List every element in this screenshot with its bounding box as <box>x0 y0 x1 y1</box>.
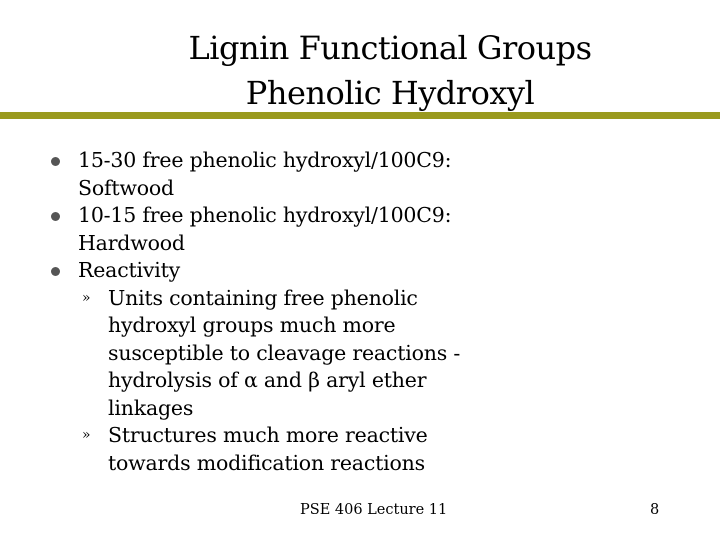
slide-subtitle: Phenolic Hydroxyl <box>245 74 535 112</box>
bullet-dot-icon <box>51 267 60 276</box>
bullet-item-hardwood <box>48 202 518 257</box>
bullet-dot-icon <box>51 157 60 166</box>
sub-bullet-item-cleavage <box>48 285 518 423</box>
slide-title: Lignin Functional Groups <box>188 29 592 67</box>
sub-bullet-text: hydrolysis of α and β aryl ether <box>108 368 427 392</box>
sub-bullet-text: towards modification reactions <box>108 450 425 475</box>
footer-lecture-label: PSE 406 Lecture 11 <box>300 502 448 518</box>
bullet-item-reactivity <box>48 257 518 285</box>
bullet-list <box>48 147 518 477</box>
bullet-text: Hardwood <box>78 230 185 255</box>
title-divider <box>0 112 720 119</box>
sub-bullet-marker-icon: » <box>82 427 91 443</box>
sub-bullet-text: susceptible to cleavage reactions - <box>108 340 461 365</box>
sub-bullet-text: Structures much more reactive <box>108 423 428 447</box>
bullet-text: Softwood <box>78 175 174 200</box>
sub-bullet-text: Units containing free phenolic <box>108 285 418 310</box>
bullet-dot-icon <box>51 212 60 221</box>
bullet-text: 15-30 free phenolic hydroxyl/100C9: <box>78 148 452 172</box>
sub-bullet-marker-icon: » <box>82 289 91 306</box>
page-number: 8 <box>650 502 660 518</box>
sub-bullet-text: hydroxyl groups much more <box>108 313 396 337</box>
sub-bullet-item-modification <box>48 422 518 477</box>
bullet-item-softwood <box>48 147 518 202</box>
bullet-text: 10-15 free phenolic hydroxyl/100C9: <box>78 203 452 227</box>
bullet-text: Reactivity <box>78 258 181 282</box>
sub-bullet-text: linkages <box>108 395 194 420</box>
